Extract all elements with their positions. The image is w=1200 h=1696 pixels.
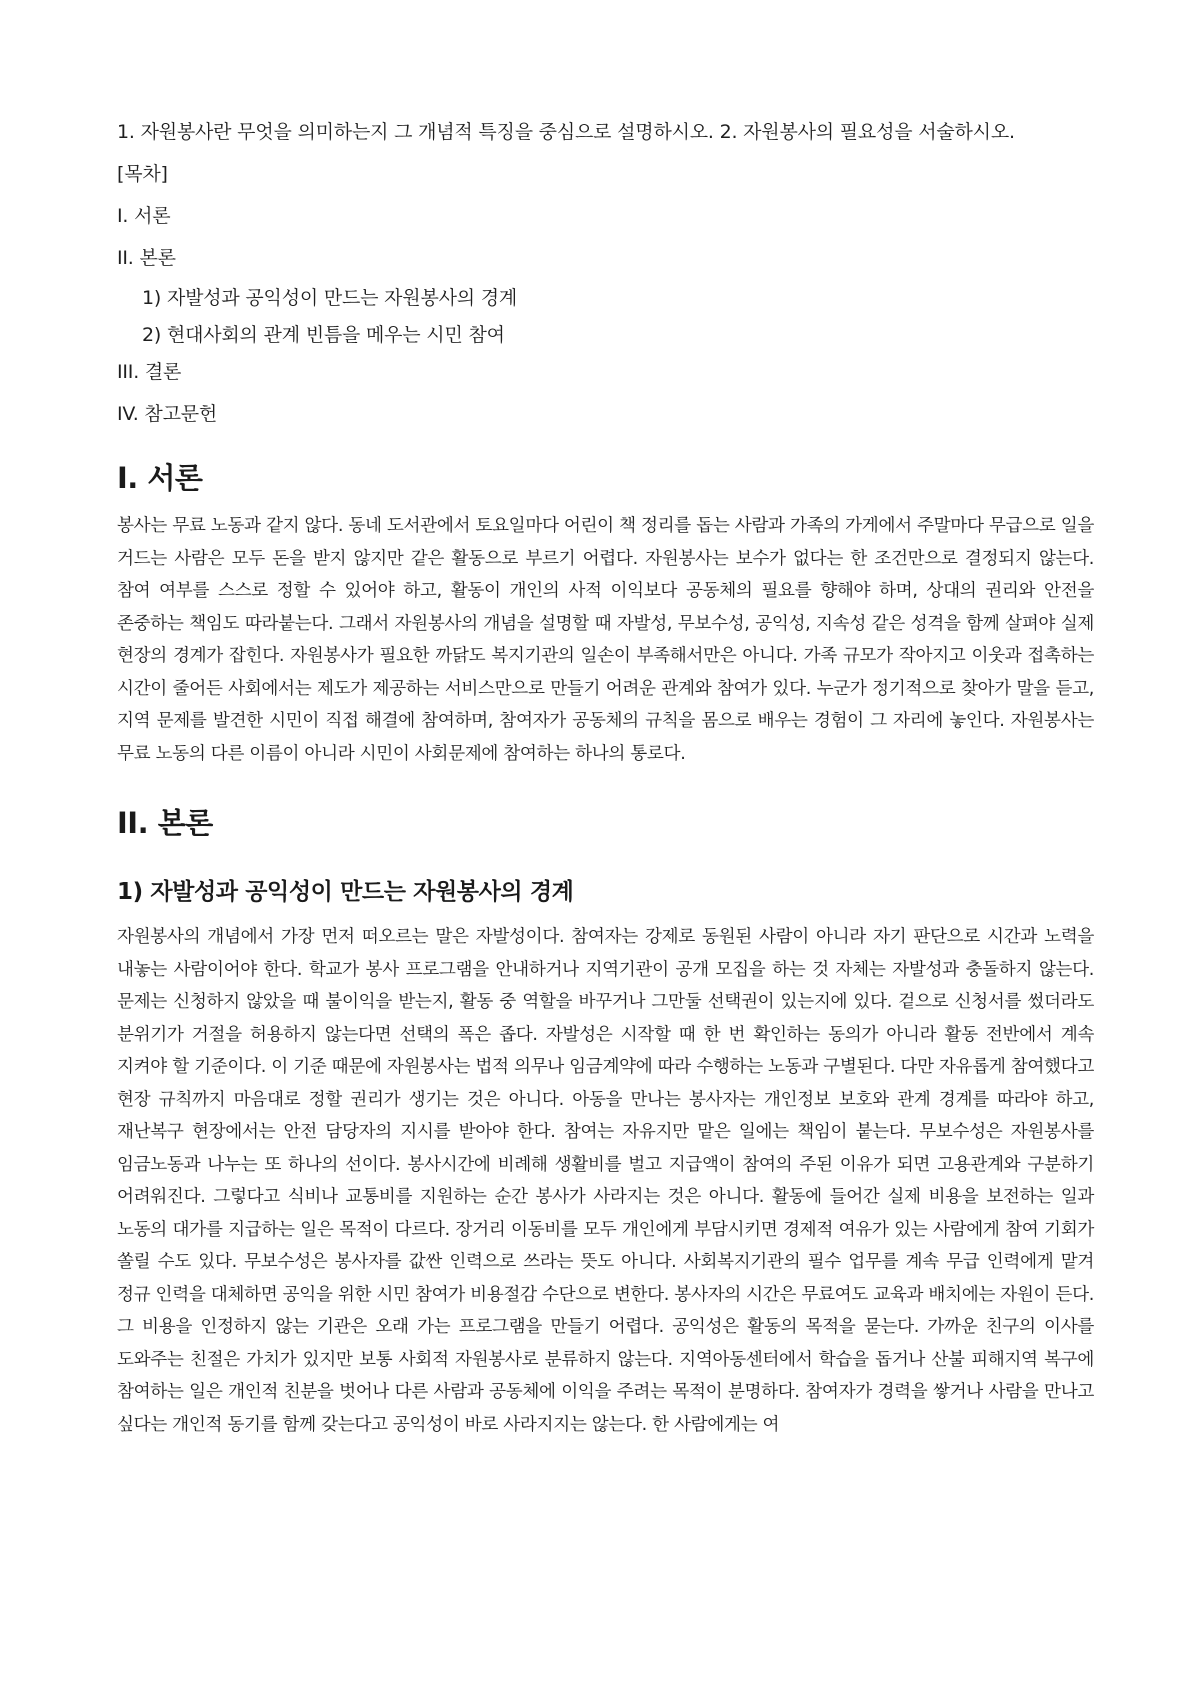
toc-title: [목차] — [117, 163, 168, 185]
subsection-heading-1: 1) 자발성과 공익성이 만드는 자원봉사의 경계 — [117, 879, 574, 905]
subsection-1-paragraph: 자원봉사의 개념에서 가장 먼저 떠오르는 말은 자발성이다. 참여자는 강제로 동원된 사람이 아니라 자기 판단으로 시간과 노력을 내놓는 사람이어야 한다. 학교가 봉사 프로그램을 안내하거나 지역기관이 공개 모집을 하는 것 자체는 자발성과 충돌하지 않는다. 문제는 신청하지 않았을 때 불이익을 받는지, 활동 중 역할을 바꾸거나 그만둘 선택권이 있는지에 있다. 겉으로 신청서를 썼더라도 분위기가 거절을 허용하지 않는다면 선택의 폭은 좁다. 자발성은 시작할 때 한 번 확인하는 동의가 아니라 활동 전반에서 계속 지켜야 할 기준이다. 이 기준 때문에 자원봉사는 법적 의무나 임금계약에 따라 수행하는 노동과 구별된다. 다만 자유롭게 참여했다고 현장 규칙까지 마음대로 정할 권리가 생기는 것은 아니다. 아동을 만나는 봉사자는 개인정보 보호와 관계 경계를 따라야 하고, 재난복구 현장에서는 안전 담당자의 지시를 받아야 한다. 참여는 자유지만 맡은 일에는 책임이 붙는다. 무보수성은 자원봉사를 임금노동과 나누는 또 하나의 선이다. 봉사시간에 비례해 생활비를 벌고 지급액이 참여의 주된 이유가 되면 고용관계와 구분하기 어려워진다. 그렇다고 식비나 교통비를 지원하는 순간 봉사가 사라지는 것은 아니다. 활동에 들어간 실제 비용을 보전하는 일과 노동의 대가를 지급하는 일은 목적이 다르다. 장거리 이동비를 모두 개인에게 부담시키면 경제적 여유가 있는 사람에게 참여 기회가 쏠릴 수도 있다. 무보수성은 봉사자를 값싼 인력으로 쓰라는 뜻도 아니다. 사회복지기관의 필수 업무를 계속 무급 인력에게 맡겨 정규 인력을 대체하면 공익을 위한 시민 참여가 비용절감 수단으로 변한다. 봉사자의 시간은 무료여도 교육과 배치에는 자원이 든다. 그 비용을 인정하지 않는 기관은 오래 가는 프로그램을 만들기 어렵다. 공익성은 활동의 목적을 묻는다. 가까운 친구의 이사를 도와주는 친절은 가치가 있지만 보통 사회적 자원봉사로 분류하지 않는다. 지역아동센터에서 학습을 돕거나 산불 피해지역 복구에 참여하는 일은 개인적 친분을 벗어나 다른 사람과 공동체에 이익을 주려는 목적이 분명하다. 참여자가 경력을 쌓거나 사람을 만나고 싶다는 개인적 동기를 함께 갖는다고 공익성이 바로 사라지지는 않는다. 한 사람에게는 여 — [117, 927, 1094, 1435]
section-heading-body: II. 본론 — [117, 806, 213, 840]
introduction-paragraph: 봉사는 무료 노동과 같지 않다. 동네 도서관에서 토요일마다 어린이 책 정리를 돕는 사람과 가족의 가게에서 주말마다 무급으로 일을 거드는 사람은 모두 돈을 받지 않지만 같은 활동으로 부르기 어렵다. 자원봉사는 보수가 없다는 한 조건만으로 결정되지 않는다. 참여 여부를 스스로 정할 수 있어야 하고, 활동이 개인의 사적 이익보다 공동체의 필요를 향해야 하며, 상대의 권리와 안전을 존중하는 책임도 따라붙는다. 그래서 자원봉사의 개념을 설명할 때 자발성, 무보수성, 공익성, 지속성 같은 성격을 함께 살펴야 실제 현장의 경계가 잡힌다. 자원봉사가 필요한 까닭도 복지기관의 일손이 부족해서만은 아니다. 가족 규모가 작아지고 이웃과 접촉하는 시간이 줄어든 사회에서는 제도가 제공하는 서비스만으로 만들기 어려운 관계와 참여가 있다. 누군가 정기적으로 찾아가 말을 듣고, 지역 문제를 발견한 시민이 직접 해결에 참여하며, 참여자가 공동체의 규칙을 몸으로 배우는 경험이 그 자리에 놓인다. 자원봉사는 무료 노동의 다른 이름이 아니라 시민이 사회문제에 참여하는 하나의 통로다. — [117, 516, 1094, 764]
toc-item-body-sub2: 2) 현대사회의 관계 빈틈을 메우는 시민 참여 — [142, 324, 505, 346]
toc-item-references: IV. 참고문헌 — [117, 403, 218, 425]
toc-item-body: II. 본론 — [117, 247, 176, 269]
toc-item-introduction: I. 서론 — [117, 205, 171, 227]
toc-item-conclusion: III. 결론 — [117, 361, 182, 383]
toc-item-body-sub1: 1) 자발성과 공익성이 만드는 자원봉사의 경계 — [142, 287, 518, 309]
section-heading-introduction: I. 서론 — [117, 461, 203, 495]
table-of-contents — [117, 160, 1094, 428]
assignment-question: 1. 자원봉사란 무엇을 의미하는지 그 개념적 특징을 중심으로 설명하시오. 2. 자원봉사의 필요성을 서술하시오. — [117, 121, 1015, 143]
